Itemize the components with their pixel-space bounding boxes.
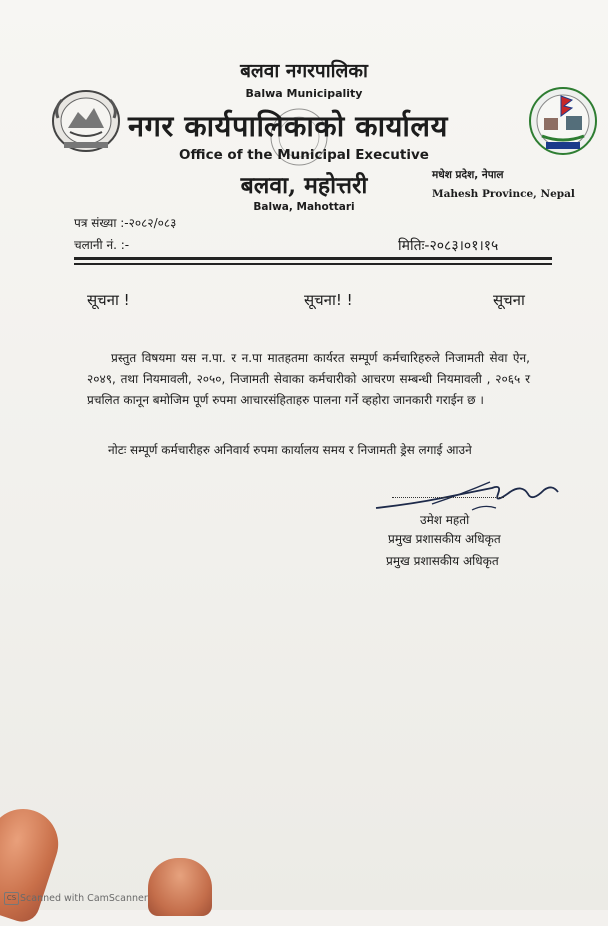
notice-heading-right: सूचना — [493, 291, 525, 309]
province-nepali: मधेश प्रदेश, नेपाल — [432, 169, 504, 181]
address-nepali: बलवा, महोत्तरी — [240, 172, 368, 199]
address-english: Balwa, Mahottari — [253, 201, 355, 213]
finger-bottom — [148, 858, 212, 916]
office-name-english: Office of the Municipal Executive — [179, 147, 429, 163]
letter-date: मितिः-२०८३।०१।१५ — [398, 238, 499, 254]
signer-stamp-text: प्रमुख प्रशासकीय अधिकृत — [386, 554, 499, 568]
header-divider — [74, 257, 552, 260]
finger-left — [0, 800, 67, 926]
notice-heading-left: सूचना ! — [87, 291, 130, 309]
scanner-watermark: Scanned with CamScanner — [20, 893, 148, 904]
signer-name: उमेश महतो — [420, 513, 470, 527]
municipality-name-english: Balwa Municipality — [245, 87, 363, 100]
camscanner-icon: CS — [4, 892, 19, 905]
signer-title: प्रमुख प्रशासकीय अधिकृत — [388, 532, 501, 546]
province-english: Mahesh Province, Nepal — [432, 188, 575, 200]
reference-number: पत्र संख्या :-२०८२/०८३ — [74, 216, 177, 230]
header-divider-secondary — [74, 263, 552, 265]
notice-note: नोटः सम्पूर्ण कर्मचारीहरु अनिवार्य रुपमा कार्यालय समय र निजामती ड्रेस लगाई आउने — [108, 443, 472, 457]
office-name-nepali: नगर कार्यपालिकाको कार्यालय — [128, 109, 448, 143]
dispatch-number: चलानी नं. :- — [74, 238, 130, 252]
municipality-name-nepali: बलवा नगरपालिका — [240, 60, 368, 82]
notice-body-paragraph: प्रस्तुत विषयमा यस न.पा. र न.पा मातहतमा कार्यरत सम्पूर्ण कर्मचारिहरुले निजामती सेवा ऐन, २०४९, तथा नियमावली, २०५०, निजामती सेवाका कर्मचारीको आचरण सम्बन्धी नियमावली , २०६५ र प्रचलित कानून बमोजिम पूर्ण रुपमा आचारसंहिताहरु पालना गर्ने व्हहोरा जानकारी गराईन छ । — [87, 351, 530, 407]
signature-line — [392, 497, 504, 498]
notice-heading-center: सूचना! ! — [304, 291, 353, 309]
